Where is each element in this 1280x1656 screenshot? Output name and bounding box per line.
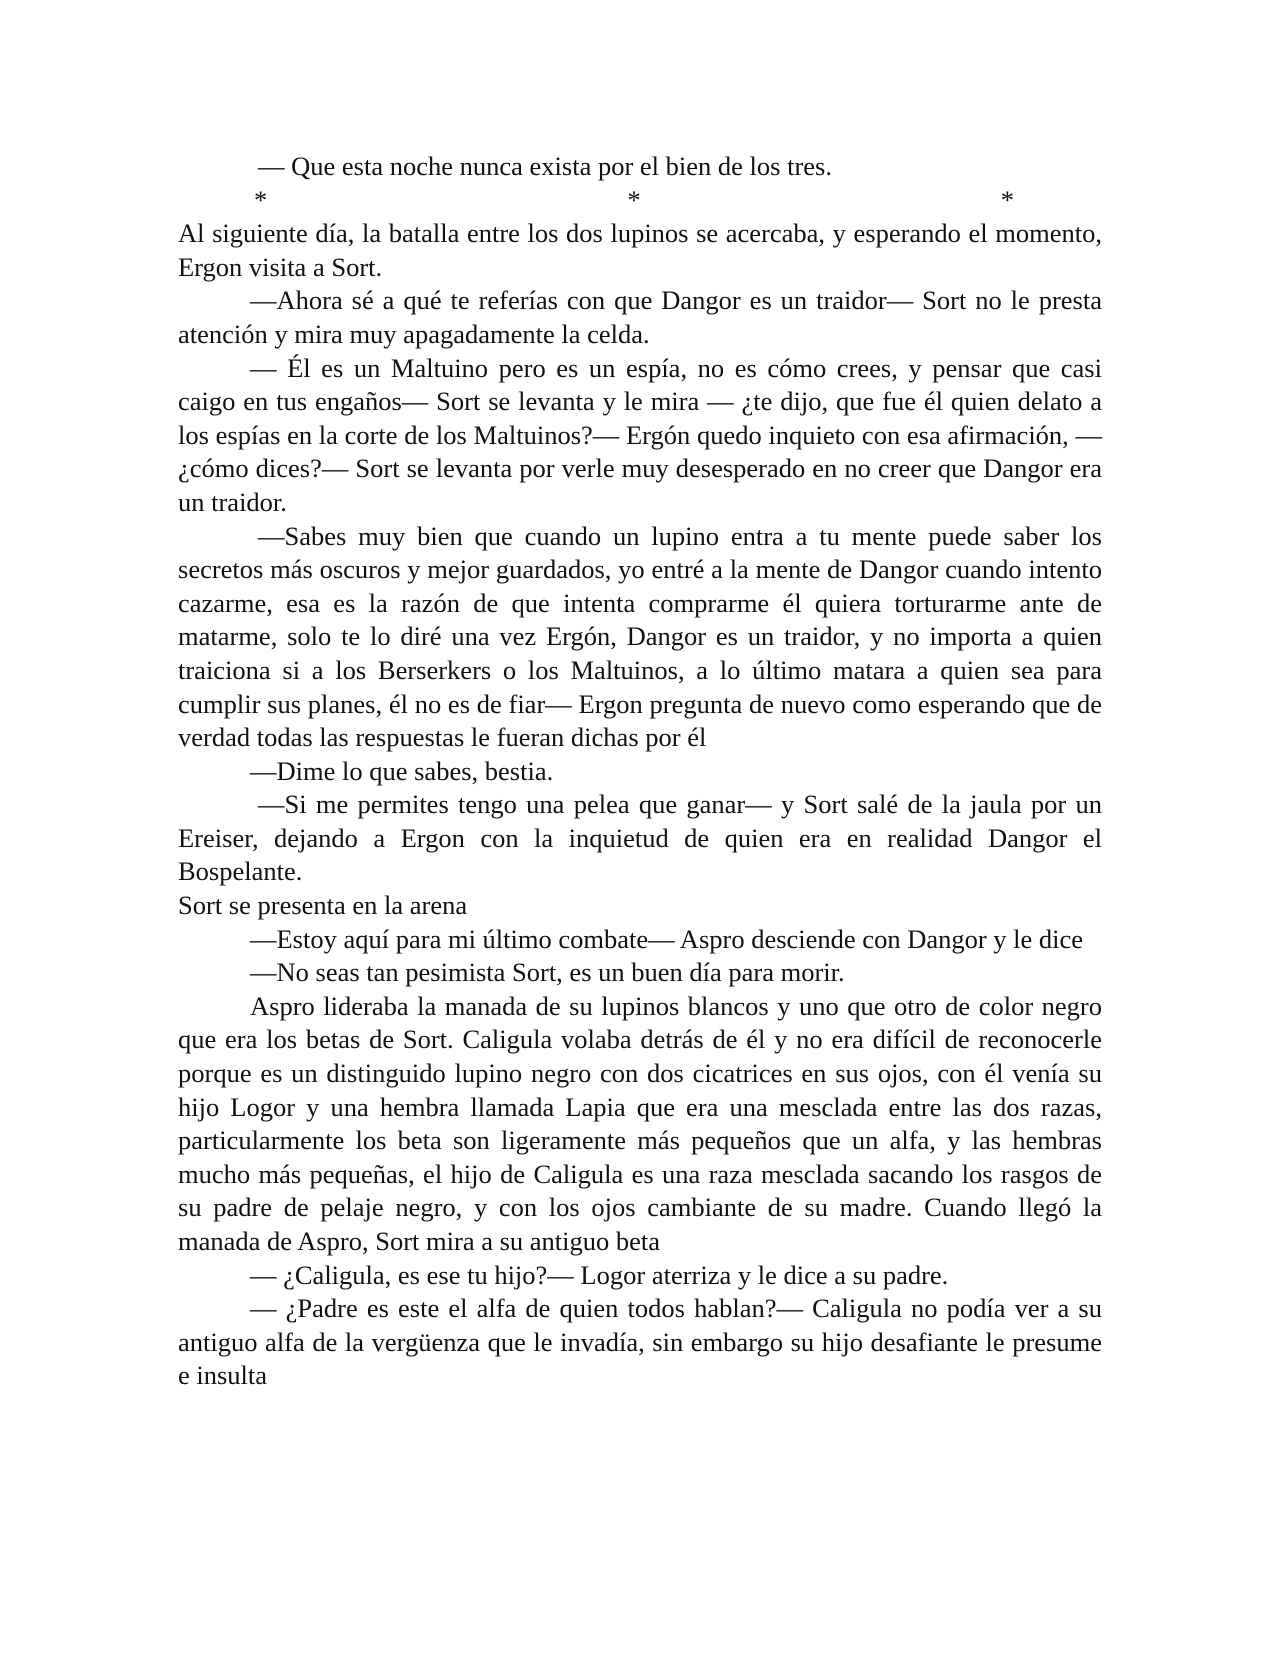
dialogue-line: — Que esta noche nunca exista por el bien de los tres. [258, 151, 832, 181]
narrative-line: Sort se presenta en la arena [178, 890, 468, 921]
dialogue-paragraph: —Si me permites tengo una pelea que ganar— y Sort salé de la jaula por un Ereiser, dejando a Ergon con la inquietud de quien era en realidad Dangor el Bospelante. [178, 789, 1102, 887]
separator-asterisk: * [627, 184, 641, 215]
narrative-paragraph: Aspro lideraba la manada de su lupinos blancos y uno que otro de color negro que era los betas de Sort. Caligula volaba detrás de él y no era difícil de reconocerle porque es un distinguido lupino negro con dos cicatrices en sus ojos, con él venía su hijo Logor y una hembra llamada Lapia que era una mesclada entre las dos razas, particularmente los beta son ligeramente más pequeños que un alfa, y las hembras mucho más pequeñas, el hijo de Caligula es una raza mesclada sacando los rasgos de su padre de pelaje negro, y con los ojos cambiante de su madre. Cuando llegó la manada de Aspro, Sort mira a su antiguo beta [178, 990, 1102, 1256]
separator-asterisk: * [254, 184, 268, 215]
dialogue-line: — ¿Caligula, es ese tu hijo?— Logor aterriza y le dice a su padre. [250, 1259, 949, 1290]
dialogue-line: —No seas tan pesimista Sort, es un buen día para morir. [250, 957, 845, 988]
scene-separator [178, 184, 1102, 218]
dialogue-paragraph: —Estoy aquí para mi último combate— Aspro desciende con Dangor y le dice [250, 923, 1084, 954]
dialogue-paragraph: — ¿Padre es este el alfa de quien todos hablan?— Caligula no podía ver a su antiguo alfa de la vergüenza que le invadía, sin embargo su hijo desafiante le presume e insulta [178, 1293, 1102, 1391]
document-page [178, 150, 1102, 1393]
separator-asterisk: * [1000, 184, 1014, 215]
dialogue-paragraph: — Él es un Maltuino pero es un espía, no es cómo crees, y pensar que casi caigo en tus engaños— Sort se levanta y le mira — ¿te dijo, que fue él quien delato a los espías en la corte de los Maltuinos?— Ergón quedo inquieto con esa afirmación, — ¿cómo dices?— Sort se levanta por verle muy desesperado en no creer que Dangor era un traidor. [178, 352, 1102, 517]
dialogue-paragraph: —Sabes muy bien que cuando un lupino entra a tu mente puede saber los secretos más oscuros y mejor guardados, yo entré a la mente de Dangor cuando intento cazarme, esa es la razón de que intenta comprarme él quiera torturarme ante de matarme, solo te lo diré una vez Ergón, Dangor es un traidor, y no importa a quien traiciona si a los Berserkers o los Maltuinos, a lo último matara a quien sea para cumplir sus planes, él no es de fiar— Ergon pregunta de nuevo como esperando que de verdad todas las respuestas le fueran dichas por él [178, 520, 1102, 753]
dialogue-line: —Dime lo que sabes, bestia. [250, 755, 554, 786]
dialogue-paragraph: —Ahora sé a qué te referías con que Dangor es un traidor— Sort no le presta atención y mira muy apagadamente la celda. [178, 285, 1102, 349]
narrative-paragraph: Al siguiente día, la batalla entre los dos lupinos se acercaba, y esperando el momento, Ergon visita a Sort. [178, 218, 1102, 282]
